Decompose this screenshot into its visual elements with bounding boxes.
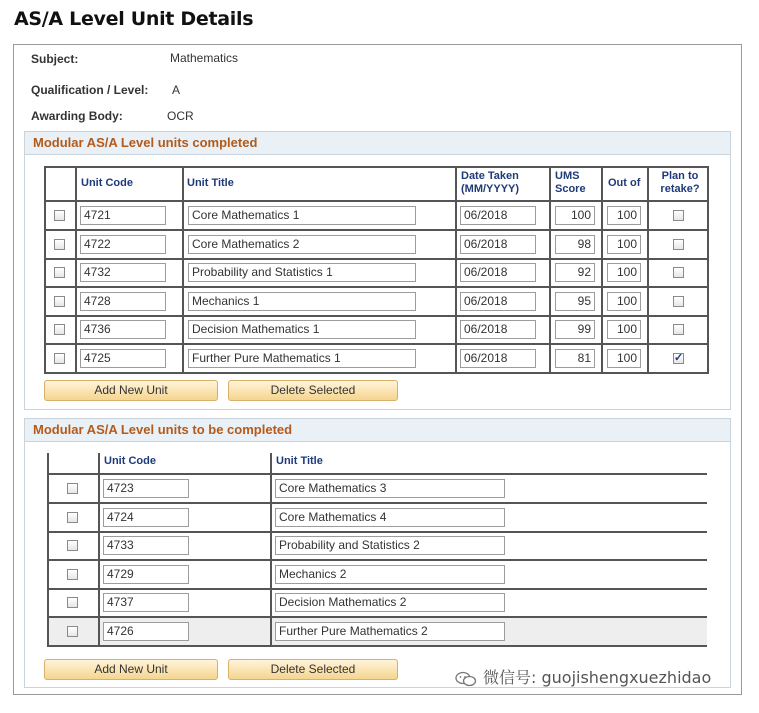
- grid-line: [182, 166, 184, 372]
- unit-title-field[interactable]: Probability and Statistics 2: [275, 536, 505, 555]
- select-checkbox[interactable]: [54, 296, 65, 307]
- unit-code-field[interactable]: 4723: [103, 479, 189, 498]
- unit-code-field[interactable]: 4721: [80, 206, 166, 225]
- select-checkbox[interactable]: [67, 569, 78, 580]
- add-new-unit-button[interactable]: Add New Unit: [44, 659, 218, 680]
- date-taken-field[interactable]: 06/2018: [460, 235, 536, 254]
- table-row: [47, 475, 707, 504]
- plan-retake-checkbox[interactable]: [673, 239, 684, 250]
- select-checkbox[interactable]: [67, 540, 78, 551]
- select-checkbox[interactable]: [54, 210, 65, 221]
- unit-title-field[interactable]: Decision Mathematics 1: [188, 320, 416, 339]
- plan-retake-checkbox[interactable]: [673, 296, 684, 307]
- select-checkbox[interactable]: [67, 597, 78, 608]
- watermark-text: 微信号: guojishengxuezhidao: [483, 668, 712, 687]
- date-taken-field[interactable]: 06/2018: [460, 292, 536, 311]
- unit-title-field[interactable]: Further Pure Mathematics 2: [275, 622, 505, 641]
- watermark: [455, 665, 711, 688]
- col-out-of: Out of: [608, 177, 641, 189]
- select-checkbox[interactable]: [54, 239, 65, 250]
- tobe-units-group: [24, 418, 731, 688]
- unit-title-field[interactable]: Mechanics 1: [188, 292, 416, 311]
- unit-code-field[interactable]: 4733: [103, 536, 189, 555]
- plan-retake-checkbox[interactable]: [673, 210, 684, 221]
- unit-code-field[interactable]: 4729: [103, 565, 189, 584]
- qualification-value: A: [172, 83, 181, 97]
- select-checkbox[interactable]: [67, 626, 78, 637]
- table-row: [44, 288, 709, 317]
- subject-value: Mathematics: [170, 51, 239, 65]
- completed-units-table: [44, 166, 709, 372]
- grid-line: [647, 166, 649, 372]
- out-of-field[interactable]: 100: [607, 349, 641, 368]
- grid-line: [44, 166, 46, 372]
- unit-title-field[interactable]: Core Mathematics 2: [188, 235, 416, 254]
- ums-score-field[interactable]: 99: [555, 320, 595, 339]
- completed-units-header: Modular AS/A Level units completed: [25, 132, 730, 155]
- ums-score-field[interactable]: 100: [555, 206, 595, 225]
- unit-title-field[interactable]: Mechanics 2: [275, 565, 505, 584]
- subject-label: Subject:: [31, 52, 79, 66]
- completed-units-group: [24, 131, 731, 410]
- unit-code-field[interactable]: 4722: [80, 235, 166, 254]
- col-unit-code: Unit Code: [104, 455, 156, 467]
- select-checkbox[interactable]: [54, 267, 65, 278]
- date-taken-field[interactable]: 06/2018: [460, 320, 536, 339]
- col-unit-code: Unit Code: [81, 177, 133, 189]
- delete-selected-button[interactable]: Delete Selected: [228, 659, 398, 680]
- table-header-row: [44, 166, 709, 202]
- unit-code-field[interactable]: 4737: [103, 593, 189, 612]
- select-checkbox[interactable]: [67, 483, 78, 494]
- awarding-body-value: OCR: [167, 109, 194, 123]
- unit-code-field[interactable]: 4736: [80, 320, 166, 339]
- grid-line: [549, 166, 551, 372]
- table-row: [44, 202, 709, 231]
- qualification-label: Qualification / Level:: [31, 83, 149, 97]
- ums-score-field[interactable]: 92: [555, 263, 595, 282]
- table-row: [47, 589, 707, 618]
- ums-score-field[interactable]: 81: [555, 349, 595, 368]
- tobe-units-header: Modular AS/A Level units to be completed: [25, 419, 730, 442]
- grid-line: [601, 166, 603, 372]
- col-date-taken: Date Taken (MM/YYYY): [461, 170, 520, 195]
- delete-selected-button[interactable]: Delete Selected: [228, 380, 398, 401]
- ums-score-field[interactable]: 95: [555, 292, 595, 311]
- unit-code-field[interactable]: 4725: [80, 349, 166, 368]
- unit-code-field[interactable]: 4726: [103, 622, 189, 641]
- add-new-unit-button[interactable]: Add New Unit: [44, 380, 218, 401]
- grid-line: [707, 166, 709, 372]
- grid-line: [270, 453, 272, 646]
- awarding-body-label: Awarding Body:: [31, 109, 123, 123]
- plan-retake-checkbox[interactable]: [673, 353, 684, 364]
- table-row: [47, 561, 707, 590]
- out-of-field[interactable]: 100: [607, 292, 641, 311]
- grid-line: [47, 453, 49, 646]
- date-taken-field[interactable]: 06/2018: [460, 349, 536, 368]
- unit-title-field[interactable]: Further Pure Mathematics 1: [188, 349, 416, 368]
- page-title: AS/A Level Unit Details: [14, 8, 254, 30]
- select-checkbox[interactable]: [54, 353, 65, 364]
- table-header-row: [47, 453, 707, 475]
- table-row: [44, 259, 709, 288]
- out-of-field[interactable]: 100: [607, 206, 641, 225]
- table-row: [44, 231, 709, 260]
- plan-retake-checkbox[interactable]: [673, 267, 684, 278]
- table-row: [47, 618, 707, 647]
- out-of-field[interactable]: 100: [607, 320, 641, 339]
- grid-line: [75, 166, 77, 372]
- table-row: [47, 532, 707, 561]
- out-of-field[interactable]: 100: [607, 235, 641, 254]
- col-unit-title: Unit Title: [276, 455, 323, 467]
- grid-line: [98, 453, 100, 646]
- col-plan-retake: Plan to retake?: [660, 170, 700, 195]
- unit-code-field[interactable]: 4724: [103, 508, 189, 527]
- unit-title-field[interactable]: Core Mathematics 1: [188, 206, 416, 225]
- plan-retake-checkbox[interactable]: [673, 324, 684, 335]
- grid-line: [455, 166, 457, 372]
- date-taken-field[interactable]: 06/2018: [460, 206, 536, 225]
- table-row: [44, 316, 709, 345]
- select-checkbox[interactable]: [54, 324, 65, 335]
- col-unit-title: Unit Title: [187, 177, 234, 189]
- unit-title-field[interactable]: Probability and Statistics 1: [188, 263, 416, 282]
- ums-score-field[interactable]: 98: [555, 235, 595, 254]
- unit-title-field[interactable]: Decision Mathematics 2: [275, 593, 505, 612]
- unit-code-field[interactable]: 4732: [80, 263, 166, 282]
- wechat-icon: [455, 671, 477, 687]
- unit-title-field[interactable]: Core Mathematics 4: [275, 508, 505, 527]
- date-taken-field[interactable]: 06/2018: [460, 263, 536, 282]
- table-row: [47, 504, 707, 533]
- out-of-field[interactable]: 100: [607, 263, 641, 282]
- unit-title-field[interactable]: Core Mathematics 3: [275, 479, 505, 498]
- table-row: [44, 345, 709, 374]
- col-ums-score: UMS Score: [555, 170, 586, 195]
- unit-code-field[interactable]: 4728: [80, 292, 166, 311]
- select-checkbox[interactable]: [67, 512, 78, 523]
- tobe-units-table: [47, 453, 707, 646]
